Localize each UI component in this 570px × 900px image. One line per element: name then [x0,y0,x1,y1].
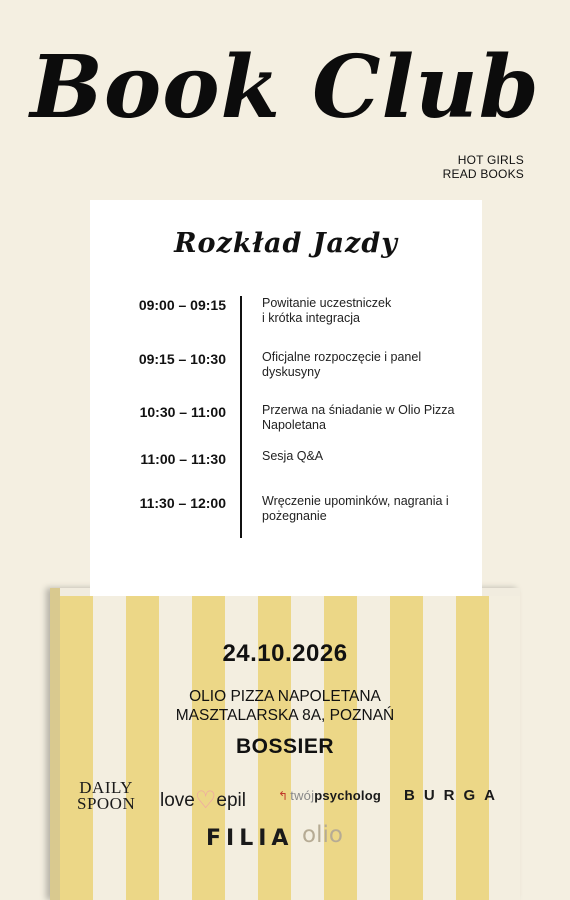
schedule-desc-line: Powitanie uczestniczek [262,296,392,310]
tagline [443,153,524,181]
tagline-line-1: HOT GIRLS [457,153,524,167]
timeline-line [240,296,242,538]
venue-address: MASZTALARSKA 8A, POZNAŃ [175,707,395,724]
sponsor-psycholog-text: psycholog [314,788,381,803]
schedule-desc [262,296,472,326]
schedule-desc-line: Przerwa na śniadanie w Olio Pizza [262,403,455,417]
sponsor-daily-line: SPOON [77,794,136,813]
sponsor-daily-line: DAILY [79,778,133,797]
tagline-line-2: READ BOOKS [442,167,524,181]
sponsor-twoj-psycholog [278,788,381,803]
sponsor-love-text: love [160,790,195,811]
schedule-desc-line: dyskusyny [262,365,321,379]
sponsor-epil-text: epil [216,790,246,811]
organizer-logo: BOSSIER [235,735,335,758]
schedule-desc-line: Napoletana [262,418,326,432]
schedule-desc [262,350,472,380]
schedule-time: 09:15 – 10:30 [138,351,226,367]
schedule-desc-line: Oficjalne rozpoczęcie i panel [262,350,422,364]
heart-icon: ♡ [194,787,217,814]
schedule-desc [262,494,472,524]
event-venue [50,687,520,725]
sponsor-filia: FILIA [206,826,294,851]
event-date: 24.10.2026 [222,640,348,667]
schedule-time: 09:00 – 09:15 [138,297,226,313]
schedule-title: Rozkład Jazdy [174,228,398,259]
sponsor-burga: BURGA [404,787,504,804]
schedule-time: 11:00 – 11:30 [140,451,226,467]
sponsor-daily-spoon [77,780,135,812]
sponsor-twoj-text: twój [290,788,315,803]
schedule-time: 10:30 – 11:00 [139,404,226,420]
schedule-card [90,200,482,596]
sponsor-olio: olio [302,822,343,848]
venue-name: OLIO PIZZA NAPOLETANA [189,688,381,705]
schedule-time: 11:30 – 12:00 [139,495,226,511]
schedule-desc-line: Wręczenie upominków, nagrania i [262,494,449,508]
sponsor-love-epil [160,784,246,813]
arrow-icon: ↰ [278,789,289,803]
page-title: Book Club [30,37,540,138]
schedule-desc-line: pożegnanie [262,509,327,523]
schedule-desc [262,403,472,433]
schedule-desc-line: i krótka integracja [262,311,360,325]
schedule-desc-line: Sesja Q&A [262,449,324,463]
schedule-desc [262,449,472,464]
